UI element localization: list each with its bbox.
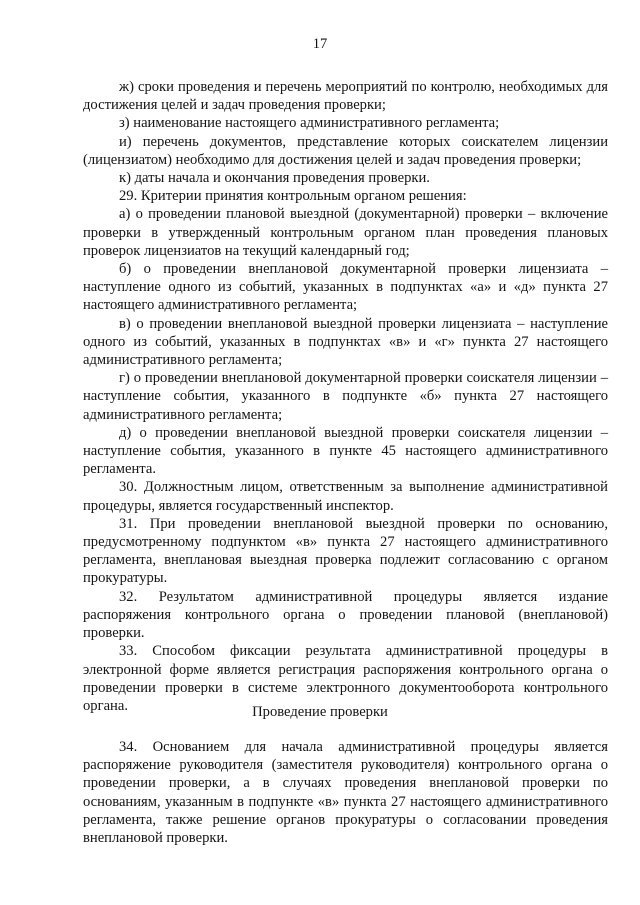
paragraph: б) о проведении внеплановой документарной проверки лицензиата – наступление одного из событий, указанных в подпунктах «а» и «д» пункта 27 настоящего административного регламента; [83,261,608,314]
paragraph: 34. Основанием для начала административной процедуры является распоряжение руководителя (заместителя руководителя) контрольного органа о проведении проверки, а в случаях проведения внеплановой проверки по основаниям, указанным в подпункте «в» пункта 27 настоящего административного регламента, также решение органов прокуратуры о согласовании проведения внеплановой проверки. [83,739,608,847]
paragraph: и) перечень документов, представление которых соискателем лицензии (лицензиатом) необходимо для достижения целей и задач проведения проверки; [83,133,608,168]
paragraph: 29. Критерии принятия контрольным органом решения: [119,188,467,205]
paragraph: а) о проведении плановой выездной (документарной) проверки – включение проверки в утвержденный контрольным органом план проведения плановых проверок лицензиатов на текущий календарный год; [83,206,608,259]
section-heading: Проведение проверки [252,704,388,720]
paragraph: 30. Должностным лицом, ответственным за выполнение административной процедуры, является государственный инспектор. [83,479,608,514]
paragraph: 31. При проведении внеплановой выездной проверки по основанию, предусмотренному подпунктом «в» пункта 27 настоящего административного регламента, внеплановая выездная проверка подлежит согласованию с органом прокуратуры. [83,515,608,587]
paragraph: ж) сроки проведения и перечень мероприятий по контролю, необходимых для достижения целей и задач проведения проверки; [83,79,608,114]
paragraph: з) наименование настоящего административного регламента; [119,115,500,132]
body-text [83,78,608,715]
paragraph: в) о проведении внеплановой выездной проверки лицензиата – наступление одного из событий, указанных в подпунктах «в» и «г» пункта 27 настоящего административного регламента; [83,315,608,369]
page-number: 17 [312,36,328,52]
paragraph: д) о проведении внеплановой выездной проверки соискателя лицензии – наступление события, указанного в пункте 45 настоящего административного регламента. [83,424,608,478]
paragraph: 33. Способом фиксации результата административной процедуры в электронной форме является регистрация распоряжения контрольного органа о проведении проверки в системе электронного документооборота контрольного органа. [83,643,608,714]
paragraph: г) о проведении внеплановой документарной проверки соискателя лицензии – наступление события, указанного в подпункте «б» пункта 27 настоящего административного регламента; [83,370,608,423]
paragraph: 32. Результатом административной процедуры является издание распоряжения контрольного органа о проведении плановой (внеплановой) проверки. [83,588,608,642]
body-text-section-2 [83,738,608,847]
paragraph: к) даты начала и окончания проведения проверки. [119,170,430,187]
